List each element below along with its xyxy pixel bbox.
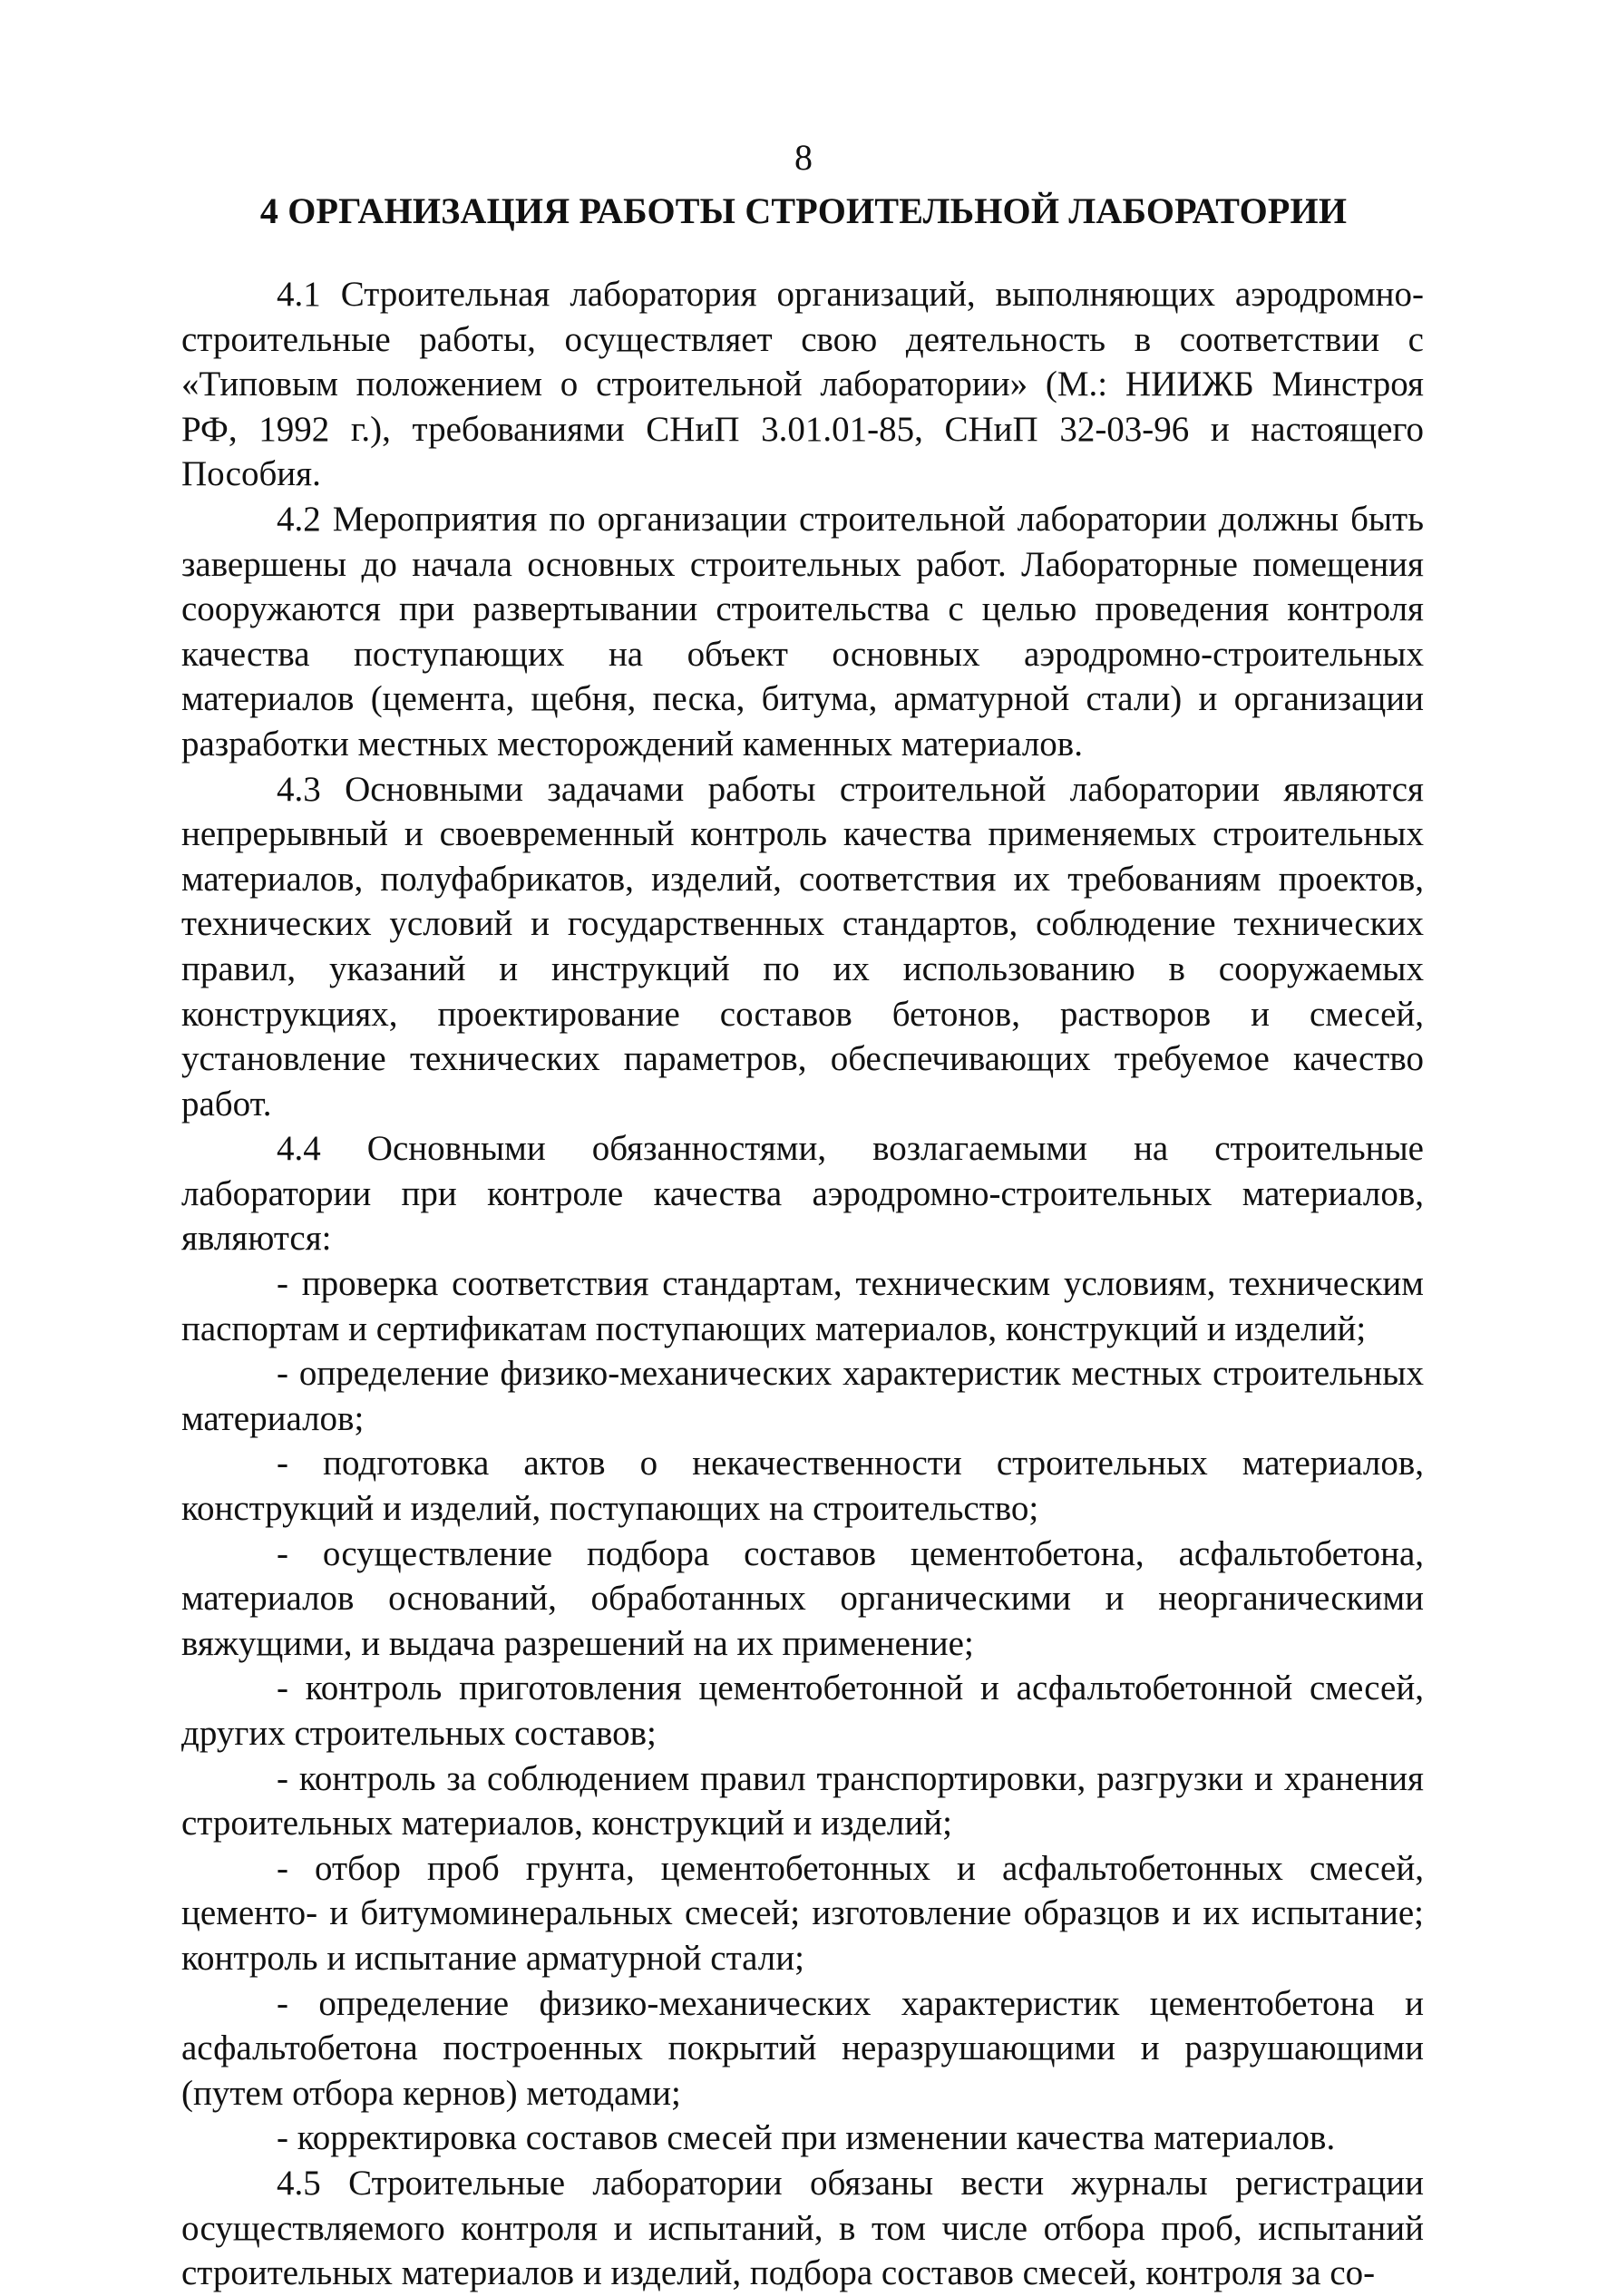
page-number: 8 [794, 137, 813, 178]
paragraph-4-3: 4.3 Основными задачами работы строительной лаборатории являются непрерывный и своевременный контроль качества применяемых строительных материалов, полуфабрикатов, изделий, соответствия их требованиям проектов, технических условий и государственных стандартов, соблюдение технических правил, указаний и инструкций по их использованию в сооружаемых конструкциях, проектирование составов бетонов, растворов и смесей, установление технических параметров, обеспечивающих требуемое качество работ. [181, 769, 1424, 1124]
list-item: - осуществление подбора составов цементобетона, асфальтобетона, материалов оснований, обработанных органическими и неорганическими вяжущими, и выдача разрешений на их применение; [181, 1533, 1424, 1663]
list-item: - контроль за соблюдением правил транспортировки, разгрузки и хранения строительных материалов, конструкций и изделий; [181, 1758, 1424, 1844]
list-item: - отбор проб грунта, цементобетонных и асфальтобетонных смесей, цементо- и битумоминеральных смесей; изготовление образцов и их испытание; контроль и испытание арматурной стали; [181, 1848, 1424, 1978]
list-item: - определение физико-механических характеристик цементобетона и асфальтобетона построенных покрытий неразрушающими и разрушающими (путем отбора кернов) методами; [181, 1983, 1424, 2113]
document-body [181, 272, 1424, 2296]
section-heading: 4 ОРГАНИЗАЦИЯ РАБОТЫ СТРОИТЕЛЬНОЙ ЛАБОРАТОРИИ [259, 190, 1348, 231]
paragraph-4-1: 4.1 Строительная лаборатория организаций, выполняющих аэродромно-строительные работы, осуществляет свою деятельность в соответствии с «Типовым положением о строительной лаборатории» (М.: НИИЖБ Минстроя РФ, 1992 г.), требованиями СНиП 3.01.01-85, СНиП 32-03-96 и настоящего Пособия. [181, 275, 1424, 494]
list-item: - определение физико-механических характеристик местных строительных материалов; [181, 1354, 1424, 1438]
list-item: - подготовка актов о некачественности строительных материалов, конструкций и изделий, поступающих на строительство; [181, 1444, 1424, 1529]
paragraph-4-4: 4.4 Основными обязанностями, возлагаемыми на строительные лаборатории при контроле качества аэродромно-строительных материалов, являются: [181, 1129, 1424, 1259]
list-item: - проверка соответствия стандартам, техническим условиям, техническим паспортам и сертификатам поступающих материалов, конструкций и изделий; [181, 1264, 1424, 1348]
paragraph-4-5: 4.5 Строительные лаборатории обязаны вести журналы регистрации осуществляемого контроля и испытаний, в том числе отбора проб, испытаний строительных материалов и изделий, подбора составов смесей, контроля за со- [181, 2163, 1424, 2293]
list-item: - контроль приготовления цементобетонной и асфальтобетонной смесей, других строительных составов; [181, 1668, 1424, 1753]
list-item: - корректировка составов смесей при изменении качества материалов. [277, 2118, 1336, 2158]
paragraph-4-2: 4.2 Мероприятия по организации строительной лаборатории должны быть завершены до начала основных строительных работ. Лабораторные помещения сооружаются при развертывании строительства с целью проведения контроля качества поступающих на объект основных аэродромно-строительных материалов (цемента, щебня, песка, битума, арматурной стали) и организации разработки местных месторождений каменных материалов. [181, 499, 1424, 764]
